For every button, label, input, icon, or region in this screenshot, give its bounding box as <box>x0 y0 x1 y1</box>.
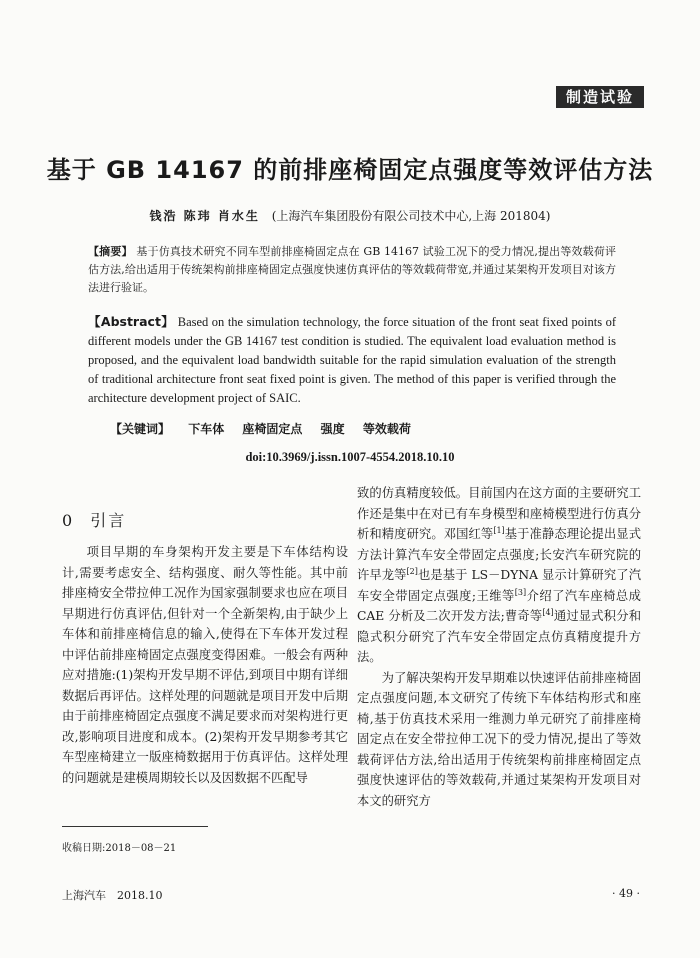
abstract-cn-text: 基于仿真技术研究不同车型前排座椅固定点在 GB 14167 试验工况下的受力情况,提出等效载荷评估方法,给出适用于传统架构前排座椅固定点强度快速仿真评估的等效载荷带宽,并通过某架构开发项目对该方法进行验证。 <box>88 245 616 294</box>
abstract-english <box>88 312 616 408</box>
text-run: 基于准静态理论提出显式方法计算汽车安全带固定点强度;长安汽车研究院的许早龙等 <box>357 527 641 582</box>
section-title: 引言 <box>90 511 127 530</box>
section-heading <box>62 508 126 531</box>
footer-journal: 上海汽车 2018.10 <box>62 889 163 902</box>
doi: doi:10.3969/j.issn.1007-4554.2018.10.10 <box>245 450 455 464</box>
text-run: 致的仿真精度较低。目前国内在这方面的主要研究工作还是集中在对已有车身模型和座椅模型进行仿真分析和精度研究。邓国红等 <box>357 486 641 541</box>
keywords-label: 【关键词】 <box>110 422 171 436</box>
keyword-item: 强度 <box>320 422 345 436</box>
body-paragraph: 项目早期的车身架构开发主要是下车体结构设计,需要考虑安全、结构强度、耐久等性能。其中前排座椅安全带拉伸工况作为国家强制要求也应在项目早期进行仿真评估,但针对一个全新架构,由于缺少上车体和前排座椅信息的输入,使得在下车体开发过程中评估前排座椅固定点强度变得困难。一般会有两种应对措施:(1)架构开发早期不评估,到项目中期有详细数据后再评估。这样处理的问题就是项目开发中后期由于前排座椅固定点强度不满足要求而对架构进行更改,影响项目进度和成本。(2)架构开发早期参考其它车型座椅建立一版座椅数据用于仿真评估。这样处理的问题就是建模周期较长以及因数据不匹配导 <box>62 545 348 785</box>
keyword-item: 座椅固定点 <box>242 422 303 436</box>
section-tag: 制造试验 <box>556 86 644 108</box>
affiliation: (上海汽车集团股份有限公司技术中心,上海 201804) <box>271 209 551 223</box>
paper-title: 基于 GB 14167 的前排座椅固定点强度等效评估方法 <box>46 156 654 184</box>
footnote-divider <box>62 826 208 827</box>
text-run: 也是基于 LS－DYNA 显示计算研究了汽车安全带固定点强度;王维等 <box>357 568 641 603</box>
citation-ref: [1] <box>493 525 505 535</box>
author-names: 钱浩 陈玮 肖水生 <box>149 209 260 223</box>
author-line <box>0 207 700 224</box>
keywords <box>110 420 411 437</box>
right-column <box>357 483 641 811</box>
left-column <box>62 542 348 788</box>
keyword-item: 下车体 <box>188 422 225 436</box>
section-number: 0 <box>62 511 75 530</box>
abstract-cn-label: 【摘要】 <box>88 245 133 258</box>
citation-ref: [2] <box>406 566 418 576</box>
body-paragraph: 为了解决架构开发早期难以快速评估前排座椅固定点强度问题,本文研究了传统下车体结构形式和座椅,基于仿真技术采用一维测力单元研究了前排座椅固定点在安全带拉伸工况下的受力情况,提出了等效载荷评估方法,给出适用于传统架构前排座椅固定点强度快速评估的等效载荷,并通过某架构开发项目对本文的研究方 <box>357 670 641 808</box>
citation-ref: [3] <box>514 587 527 597</box>
text-run: 通过显式积分和隐式积分研究了汽车安全带固定点仿真精度提升方法。 <box>357 609 641 664</box>
citation-ref: [4] <box>542 607 554 617</box>
keyword-item: 等效载荷 <box>362 422 411 436</box>
text-run: 介绍了汽车座椅总成 CAE 分析及二次开发方法;曹奇等 <box>357 588 641 623</box>
body-paragraph <box>357 483 641 668</box>
received-date-footnote: 收稿日期:2018－08－21 <box>62 843 177 854</box>
abstract-chinese <box>88 243 616 297</box>
page-number: · 49 · <box>612 887 640 900</box>
abstract-en-label: 【Abstract】 <box>88 314 175 329</box>
abstract-en-text: Based on the simulation technology, the force situation of the front seat fixed points of different models under the GB 14167 test condition is studied. The equivalent load evaluation method is proposed, and the equivalent load bandwidth suitable for the rapid simulation evaluation of the strength of traditional architecture front seat fixed point is given. The method of this paper is verified through the architecture development project of SAIC. <box>88 315 616 405</box>
